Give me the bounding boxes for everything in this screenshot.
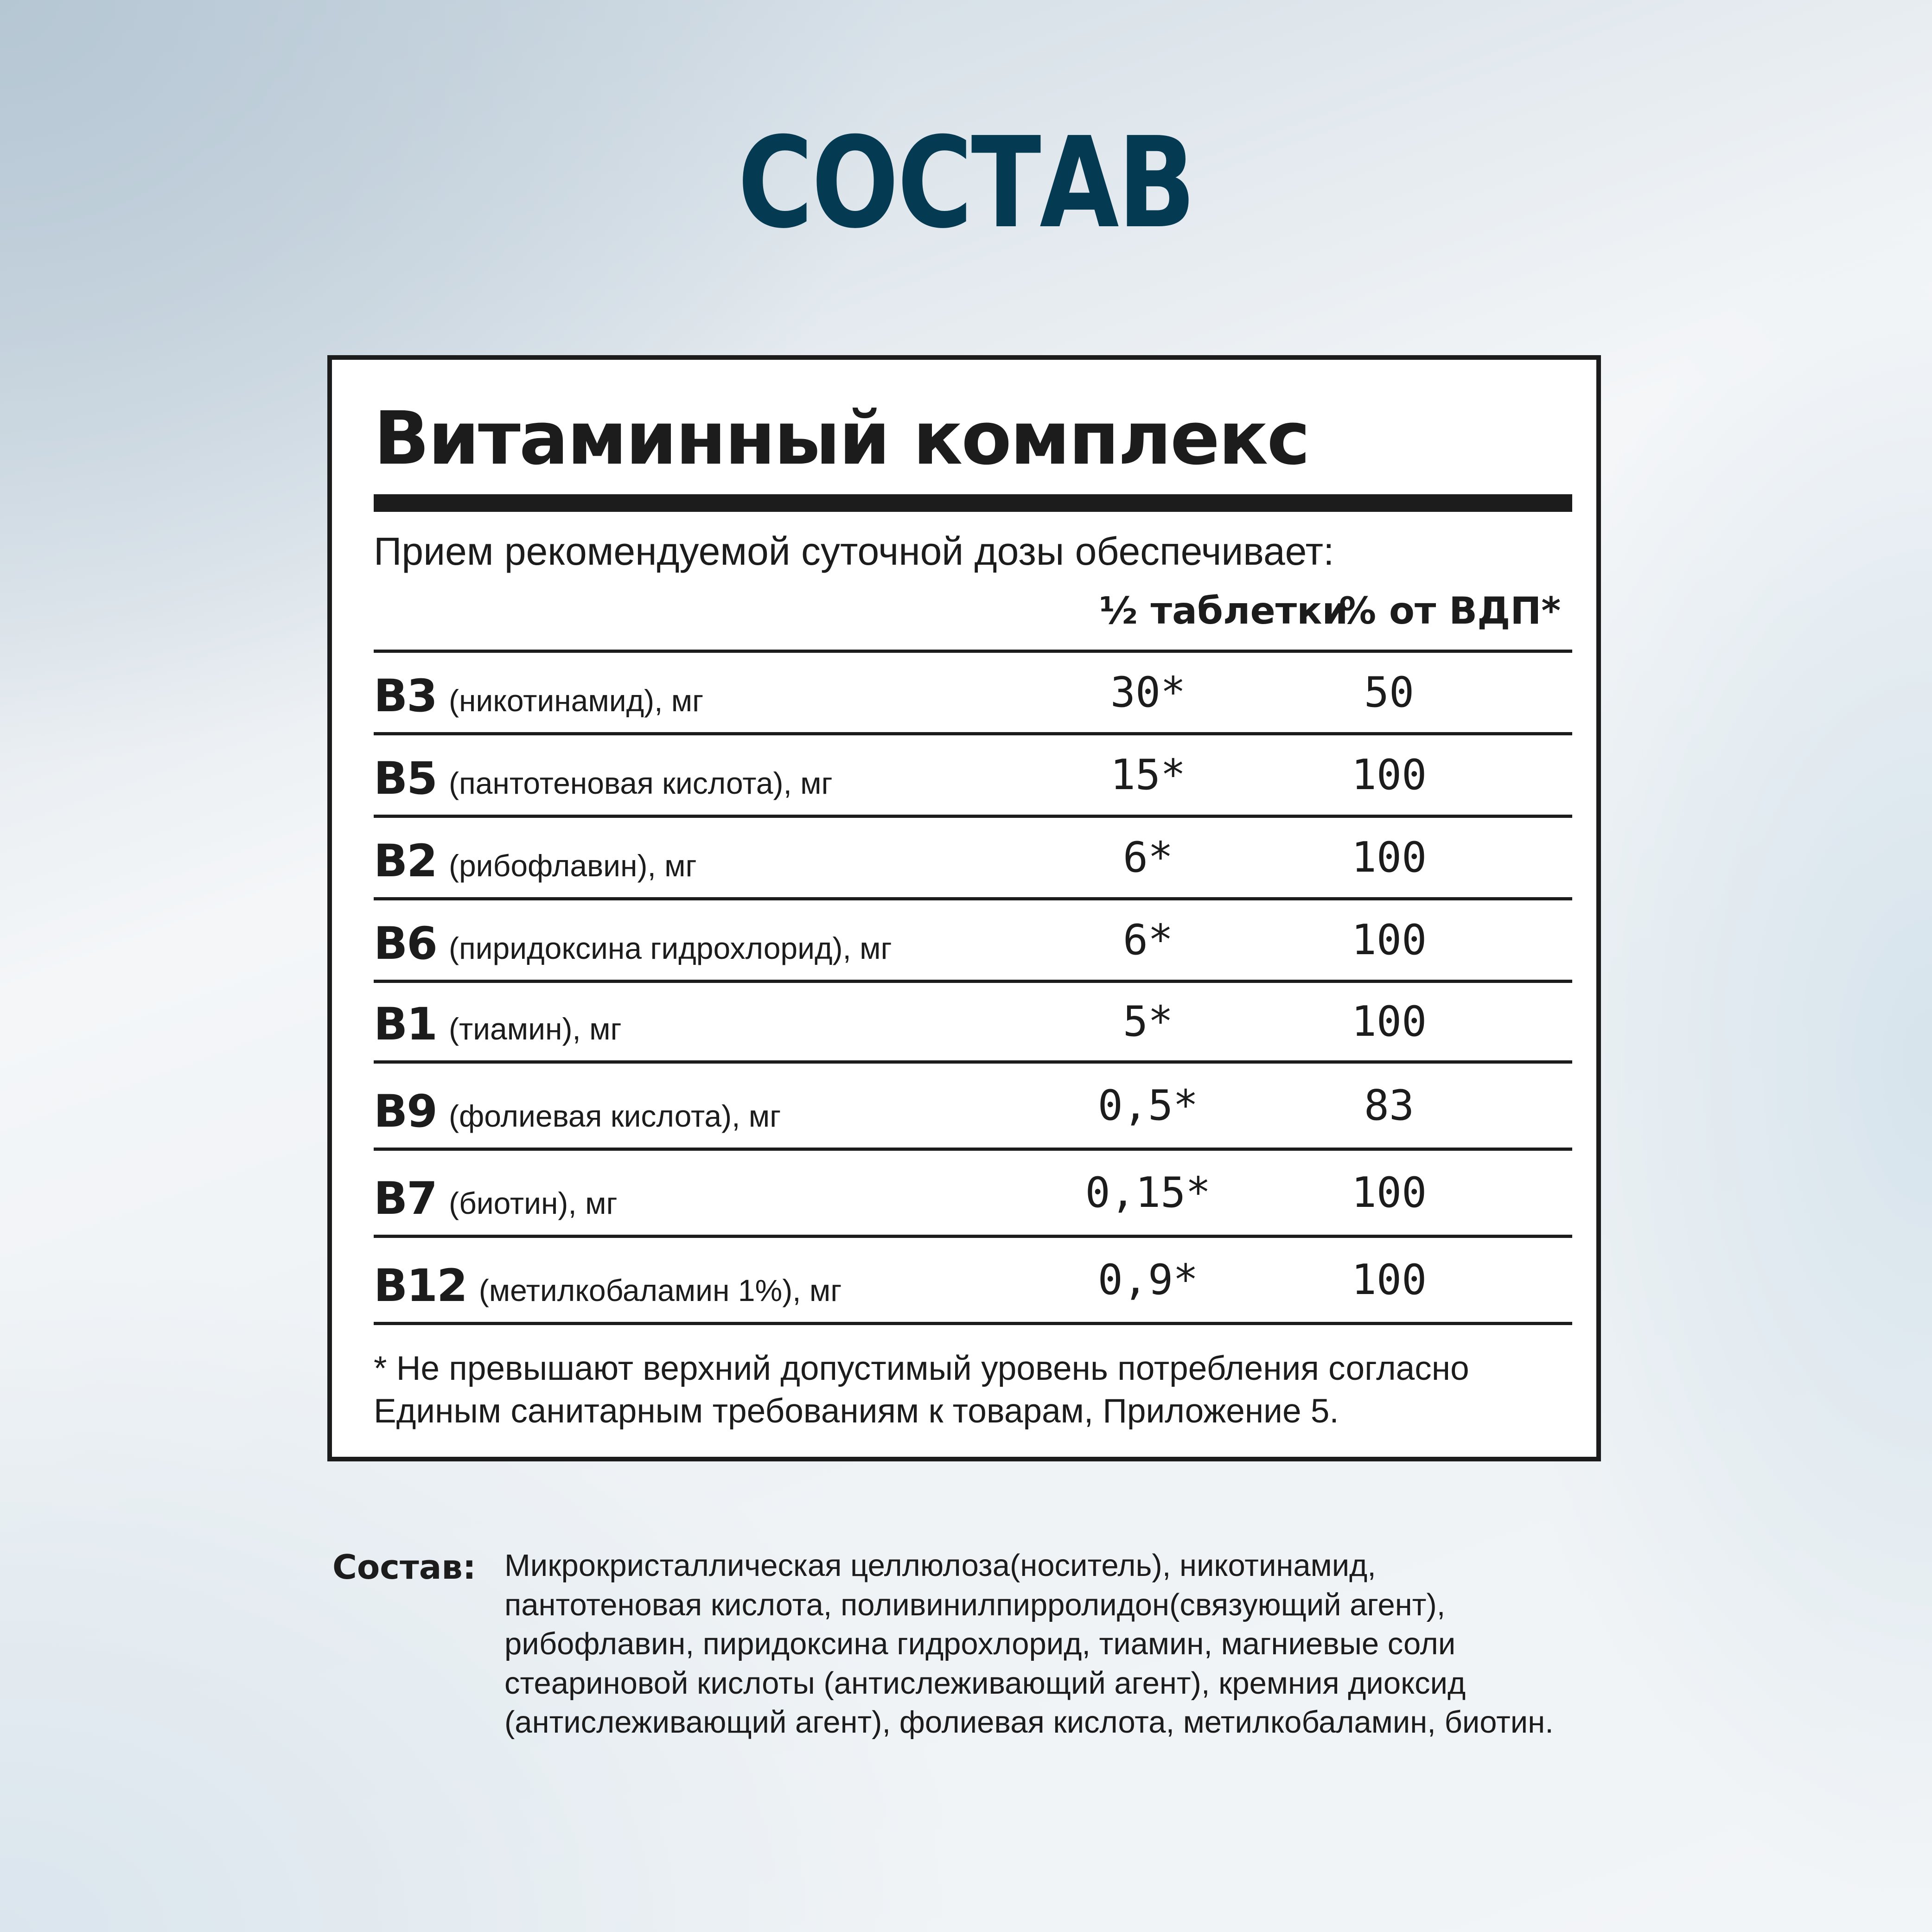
percent-value: 100 [1351, 916, 1427, 964]
vitamin-description: (рибофлавин), мг [448, 848, 697, 883]
vitamin-description: (метилкобаламин 1%), мг [478, 1273, 842, 1307]
dose-value: 5* [1122, 997, 1173, 1046]
vitamin-code: B1 [374, 998, 437, 1050]
composition-line: стеариновой кислоты (антислеживающий агент), кремния диоксид [504, 1665, 1466, 1701]
dose-value: 0,5* [1097, 1081, 1199, 1130]
vitamin-description: (биотин), мг [448, 1186, 618, 1220]
vitamin-name [374, 1173, 618, 1224]
supplement-facts-panel [327, 355, 1601, 1461]
footnote [374, 1347, 1588, 1433]
vitamin-description: (никотинамид), мг [448, 683, 704, 718]
percent-value: 100 [1351, 997, 1427, 1046]
table-row [374, 1238, 1572, 1325]
table-row [374, 1064, 1572, 1151]
table-row [374, 900, 1572, 983]
dose-value: 30* [1110, 668, 1186, 717]
vitamin-code: B9 [374, 1085, 437, 1137]
footnote-line: * Не превышают верхний допустимый уровень потребления согласно [374, 1350, 1469, 1387]
vitamin-description: (фолиевая кислота), мг [448, 1099, 781, 1133]
vitamin-code: B6 [374, 918, 437, 969]
percent-value: 100 [1351, 833, 1427, 882]
vitamin-name [374, 835, 697, 887]
composition-line: рибофлавин, пиридоксина гидрохлорид, тиамин, магниевые соли [504, 1626, 1456, 1661]
dose-value: 0,15* [1085, 1168, 1211, 1217]
vitamin-name [374, 998, 622, 1050]
composition-label: Состав: [332, 1548, 476, 1587]
dose-value: 6* [1122, 833, 1173, 882]
percent-value: 100 [1351, 751, 1427, 799]
dose-value: 0,9* [1097, 1256, 1199, 1304]
column-header-dose: ½ таблетки [1099, 589, 1348, 632]
percent-value: 83 [1364, 1081, 1415, 1130]
vitamin-code: B7 [374, 1173, 437, 1224]
vitamin-name [374, 752, 833, 804]
vitamin-name [374, 1085, 781, 1137]
dose-value: 6* [1122, 916, 1173, 964]
vitamin-name [374, 918, 892, 969]
vitamin-description: (пантотеновая кислота), мг [448, 766, 833, 800]
vitamin-code: B3 [374, 670, 437, 722]
composition-line: пантотеновая кислота, поливинилпирролидон(связующий агент), [504, 1587, 1446, 1622]
vitamin-name [374, 670, 703, 722]
table-row [374, 653, 1572, 735]
vitamin-description: (тиамин), мг [448, 1012, 622, 1046]
vitamin-table [374, 650, 1572, 1325]
table-row [374, 735, 1572, 818]
table-row [374, 983, 1572, 1064]
vitamin-code: B5 [374, 752, 437, 804]
vitamin-name [374, 1260, 842, 1312]
vitamin-code: B2 [374, 835, 437, 887]
footnote-line: Единым санитарным требованиям к товарам, Приложение 5. [374, 1392, 1339, 1430]
heading-divider [374, 494, 1572, 512]
composition-line: Микрокристаллическая целлюлоза(носитель), никотинамид, [504, 1548, 1376, 1583]
table-row [374, 1151, 1572, 1238]
dose-value: 15* [1110, 751, 1186, 799]
panel-intro: Прием рекомендуемой суточной дозы обеспечивает: [374, 529, 1334, 573]
composition-line: (антислеживающий агент), фолиевая кислота, метилкобаламин, биотин. [504, 1705, 1554, 1740]
page-title: СОСТАВ [738, 110, 1194, 256]
panel-heading: Витаминный комплекс [374, 396, 1309, 481]
percent-value: 100 [1351, 1256, 1427, 1304]
composition-text [504, 1546, 1554, 1742]
vitamin-description: (пиридоксина гидрохлорид), мг [448, 931, 892, 965]
vitamin-code: B12 [374, 1260, 467, 1312]
table-row [374, 818, 1572, 900]
percent-value: 50 [1364, 668, 1415, 717]
percent-value: 100 [1351, 1168, 1427, 1217]
column-header-percent: % от ВДП* [1339, 589, 1561, 632]
